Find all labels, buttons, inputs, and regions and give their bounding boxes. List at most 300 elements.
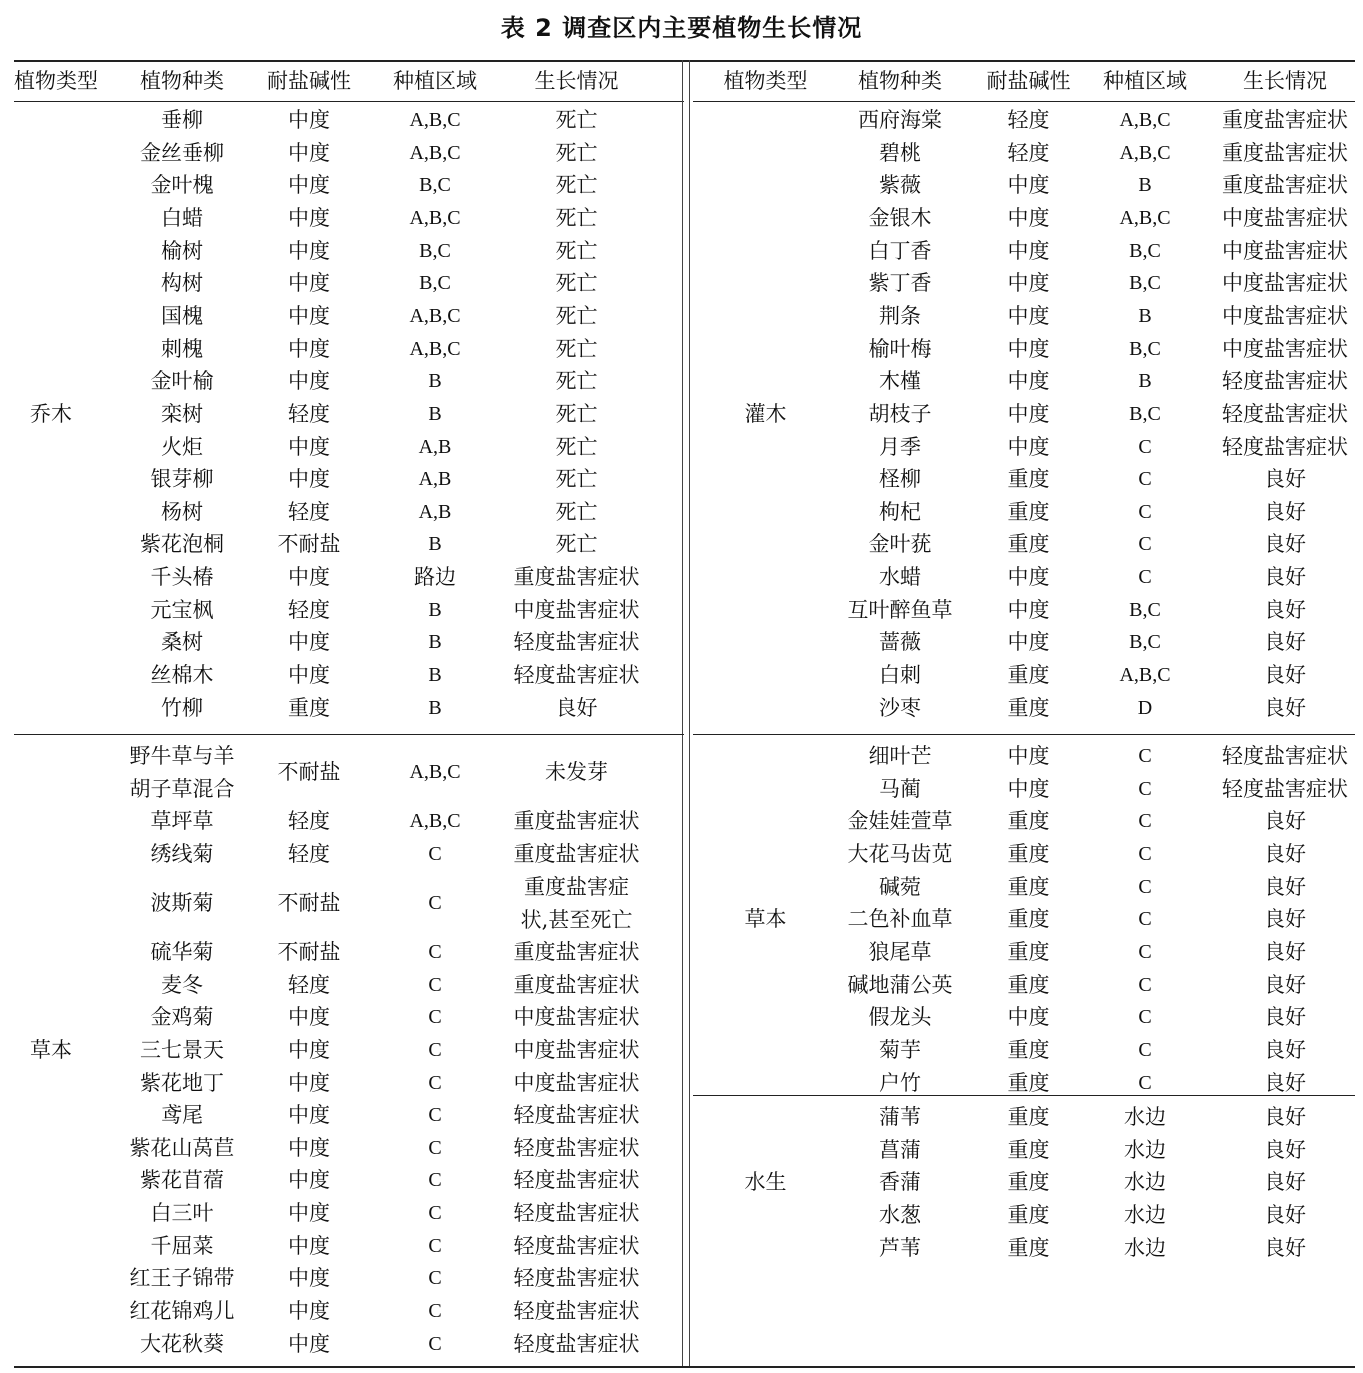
area-cell: 水边 [1124, 1137, 1166, 1162]
area-cell: C [1138, 435, 1152, 458]
growth-cell: 轻度盐害症状 [513, 630, 640, 655]
growth-cell: 轻度盐害症状 [513, 1331, 640, 1356]
plant-name-cell: 木槿 [879, 369, 921, 394]
tolerance-cell: 中度 [1007, 1005, 1050, 1030]
tolerance-cell: 轻度 [288, 809, 330, 834]
growth-cell: 轻度盐害症状 [513, 1168, 640, 1193]
area-cell: B,C [419, 239, 451, 262]
area-cell: B [428, 402, 442, 425]
tolerance-cell: 重度 [288, 695, 330, 720]
area-cell: 水边 [1124, 1202, 1166, 1227]
growth-cell: 轻度盐害症状 [513, 1103, 640, 1128]
growth-cell: 死亡 [555, 434, 598, 459]
area-cell: A,B,C [409, 206, 461, 229]
tolerance-cell: 中度 [288, 303, 330, 328]
plant-name-cell: 草坪草 [150, 809, 214, 834]
area-cell: C [428, 1300, 442, 1323]
plant-name-cell: 波斯菊 [150, 890, 214, 915]
plant-name-cell: 金叶槐 [150, 173, 214, 198]
tolerance-cell: 轻度 [288, 972, 330, 997]
header-cell: 种植区域 [1103, 69, 1187, 93]
area-cell: A,B,C [1119, 109, 1171, 131]
tolerance-cell: 中度 [288, 1201, 330, 1226]
tolerance-cell: 重度 [1007, 972, 1050, 997]
growth-cell-line: 状,甚至死亡 [520, 907, 633, 932]
growth-cell: 中度盐害症状 [513, 1005, 640, 1030]
area-cell: A,B [418, 468, 452, 491]
area-cell: B [428, 370, 442, 393]
plant-name-cell [120, 740, 244, 805]
area-cell: B [1138, 370, 1152, 393]
plant-name-cell: 沙枣 [879, 695, 921, 720]
tolerance-cell: 重度 [1007, 1235, 1050, 1260]
growth-cell: 良好 [1264, 907, 1306, 932]
plant-name-cell: 榆树 [161, 238, 203, 263]
growth-cell: 良好 [1264, 1070, 1306, 1095]
plant-name-cell: 马蔺 [879, 776, 921, 801]
tolerance-cell: 中度 [288, 336, 330, 361]
plant-name-cell: 蔷薇 [879, 630, 921, 655]
plant-name-cell: 水葱 [879, 1202, 921, 1227]
plant-name-cell: 胡枝子 [868, 401, 932, 426]
plant-name-cell: 垂柳 [161, 108, 203, 132]
area-cell: B [1138, 304, 1152, 327]
growth-cell: 轻度盐害症状 [1222, 401, 1348, 426]
tolerance-cell: 中度 [288, 565, 330, 590]
growth-cell: 轻度盐害症状 [513, 1266, 640, 1291]
tolerance-cell: 中度 [288, 1005, 330, 1030]
growth-cell: 良好 [1264, 1005, 1306, 1030]
plant-name-cell: 芦苇 [879, 1235, 921, 1260]
tolerance-cell: 中度 [288, 1266, 330, 1291]
growth-cell [505, 871, 648, 936]
plant-name-cell: 金叶莸 [868, 532, 932, 557]
growth-cell: 轻度盐害症状 [513, 1299, 640, 1324]
table-bottom-rule [14, 1366, 1355, 1368]
growth-cell: 良好 [1264, 597, 1306, 622]
growth-cell: 良好 [1264, 809, 1306, 834]
plant-name-cell: 枸杞 [879, 499, 921, 524]
area-cell: B [428, 631, 442, 654]
plant-name-cell: 硫华菊 [150, 939, 214, 964]
plant-name-cell: 菊芋 [879, 1037, 921, 1062]
growth-cell: 轻度盐害症状 [1222, 434, 1348, 459]
growth-cell: 良好 [1264, 939, 1306, 964]
area-cell: B,C [1129, 337, 1161, 360]
plant-type-cell: 草本 [744, 907, 787, 931]
plant-name-cell: 大花秋葵 [140, 1331, 224, 1356]
growth-cell: 良好 [1264, 630, 1306, 655]
growth-cell: 重度盐害症状 [1222, 173, 1348, 198]
plant-name-cell: 大花马齿苋 [847, 841, 953, 866]
center-divider-right [689, 60, 690, 1366]
plant-name-cell: 榆叶梅 [868, 336, 932, 361]
tolerance-cell: 重度 [1007, 1105, 1050, 1129]
growth-cell: 良好 [1264, 663, 1306, 688]
growth-cell: 良好 [1264, 467, 1306, 492]
plant-type-cell: 灌木 [744, 402, 787, 426]
area-cell: B,C [1129, 272, 1161, 295]
plant-name-cell: 月季 [879, 434, 921, 459]
area-cell: A,B,C [409, 337, 461, 360]
plant-name-cell: 香蒲 [879, 1170, 921, 1195]
tolerance-cell: 轻度 [288, 841, 330, 866]
tolerance-cell: 重度 [1007, 874, 1050, 899]
growth-cell: 良好 [1264, 1202, 1306, 1227]
tolerance-cell: 重度 [1007, 1170, 1050, 1195]
tolerance-cell: 中度 [288, 369, 330, 394]
growth-cell: 良好 [1264, 695, 1306, 720]
growth-cell-line: 重度盐害症 [524, 874, 629, 899]
plant-name-cell: 金丝垂柳 [140, 140, 224, 165]
tolerance-cell: 重度 [1007, 1137, 1050, 1162]
area-cell: C [1138, 777, 1152, 800]
area-cell: C [428, 1169, 442, 1192]
plant-name-cell: 桑树 [161, 630, 203, 655]
header-cell: 生长情况 [1243, 69, 1327, 93]
area-cell: B [1138, 174, 1152, 197]
tolerance-cell: 中度 [288, 1233, 330, 1258]
growth-cell: 重度盐害症状 [1222, 140, 1348, 165]
area-cell: C [428, 1038, 442, 1061]
area-cell: C [1138, 533, 1152, 556]
tolerance-cell: 重度 [1007, 532, 1050, 557]
growth-cell: 死亡 [555, 238, 598, 263]
area-cell: C [1138, 875, 1152, 898]
tolerance-cell: 中度 [288, 1070, 330, 1095]
tolerance-cell: 中度 [1007, 401, 1050, 426]
area-cell: C [1138, 810, 1152, 833]
growth-cell: 良好 [1264, 1037, 1306, 1062]
plant-name-cell: 国槐 [161, 303, 203, 328]
plant-name-cell: 麦冬 [161, 972, 203, 997]
header-bottom-rule-left [14, 101, 684, 102]
header-cell: 植物种类 [858, 69, 942, 93]
tolerance-cell: 中度 [288, 173, 330, 198]
growth-cell: 中度盐害症状 [513, 597, 640, 622]
plant-type-cell: 乔木 [30, 402, 72, 426]
area-cell: C [428, 1104, 442, 1127]
header-cell: 种植区域 [393, 69, 477, 93]
plant-name-cell: 紫花地丁 [140, 1070, 224, 1095]
plant-name-cell: 丝棉木 [150, 663, 214, 688]
plant-name-cell: 紫薇 [879, 173, 921, 198]
area-cell: C [428, 973, 442, 996]
tolerance-cell: 中度 [288, 663, 330, 688]
plant-name-cell: 银芽柳 [150, 467, 214, 492]
tolerance-cell: 中度 [288, 205, 330, 230]
plant-name-cell: 红王子锦带 [129, 1266, 235, 1291]
tolerance-cell: 重度 [1007, 809, 1050, 834]
plant-name-cell: 白刺 [879, 663, 921, 688]
area-cell: A,B,C [409, 141, 461, 164]
area-cell: B [428, 598, 442, 621]
growth-cell: 良好 [1264, 841, 1306, 866]
tolerance-cell: 中度 [288, 1299, 330, 1324]
growth-cell: 死亡 [555, 303, 598, 328]
tolerance-cell: 中度 [1007, 369, 1050, 394]
tolerance-cell: 重度 [1007, 907, 1050, 932]
tolerance-cell: 不耐盐 [277, 890, 341, 915]
growth-cell: 死亡 [555, 467, 598, 492]
area-cell: B,C [1129, 598, 1161, 621]
plant-name-cell: 假龙头 [868, 1005, 932, 1030]
growth-cell: 中度盐害症状 [1222, 303, 1348, 328]
header-cell: 耐盐碱性 [267, 69, 351, 93]
tolerance-cell: 不耐盐 [277, 939, 341, 964]
growth-cell: 良好 [555, 695, 598, 720]
growth-cell: 中度盐害症状 [1222, 205, 1348, 230]
area-cell: B [428, 533, 442, 556]
plant-name-cell: 互叶醉鱼草 [847, 597, 953, 622]
area-cell: C [428, 1071, 442, 1094]
plant-name-cell: 金鸡菊 [150, 1005, 214, 1030]
tolerance-cell: 中度 [1007, 271, 1050, 296]
growth-cell: 死亡 [555, 140, 598, 165]
plant-name-cell: 金娃娃萱草 [847, 809, 953, 834]
plant-name-cell: 红花锦鸡儿 [129, 1299, 235, 1324]
tolerance-cell: 不耐盐 [277, 760, 341, 784]
tolerance-cell: 重度 [1007, 1202, 1050, 1227]
header-cell: 植物类型 [723, 69, 808, 93]
tolerance-cell: 中度 [1007, 744, 1050, 768]
growth-cell: 死亡 [555, 108, 598, 132]
area-cell: C [1138, 973, 1152, 996]
growth-cell: 重度盐害症状 [513, 939, 640, 964]
tolerance-cell: 轻度 [1007, 140, 1050, 165]
group-separator-rule [14, 734, 684, 735]
plant-name-cell: 碧桃 [879, 140, 921, 165]
plant-name-cell: 水蜡 [879, 565, 921, 590]
area-cell: 水边 [1124, 1235, 1166, 1260]
area-cell: A,B,C [409, 810, 461, 833]
growth-cell: 良好 [1264, 1235, 1306, 1260]
tolerance-cell: 中度 [1007, 565, 1050, 590]
growth-cell: 死亡 [555, 205, 598, 230]
tolerance-cell: 中度 [1007, 303, 1050, 328]
area-cell: B,C [419, 174, 451, 197]
header-cell: 耐盐碱性 [986, 69, 1071, 93]
growth-cell: 死亡 [555, 532, 598, 557]
area-cell: B,C [1129, 631, 1161, 654]
area-cell: B,C [419, 272, 451, 295]
growth-cell: 死亡 [555, 499, 598, 524]
growth-cell: 死亡 [555, 401, 598, 426]
growth-cell: 死亡 [555, 369, 598, 394]
plant-type-cell: 草本 [30, 1038, 72, 1062]
center-divider-left [682, 60, 683, 1366]
header-cell: 植物类型 [14, 69, 98, 93]
area-cell: B [428, 696, 442, 719]
tolerance-cell: 中度 [1007, 336, 1050, 361]
area-cell: A,B,C [1119, 206, 1171, 229]
growth-cell: 死亡 [555, 336, 598, 361]
tolerance-cell: 中度 [288, 108, 330, 132]
area-cell: C [428, 1234, 442, 1257]
growth-cell: 良好 [1264, 1170, 1306, 1195]
area-cell: A,B [418, 500, 452, 523]
area-cell: A,B,C [1119, 141, 1171, 164]
area-cell: D [1137, 696, 1153, 719]
area-cell: C [428, 1136, 442, 1159]
growth-cell: 中度盐害症状 [1222, 271, 1348, 296]
header-bottom-rule-right [693, 101, 1355, 102]
area-cell: C [1138, 566, 1152, 589]
growth-cell: 轻度盐害症状 [1222, 744, 1348, 768]
plant-name-cell: 狼尾草 [868, 939, 932, 964]
growth-cell: 重度盐害症状 [513, 841, 640, 866]
growth-cell: 重度盐害症状 [1222, 108, 1348, 132]
area-cell: C [1138, 842, 1152, 865]
plant-name-cell-line: 胡子草混合 [129, 777, 235, 801]
area-cell: C [1138, 940, 1152, 963]
tolerance-cell: 中度 [288, 1103, 330, 1128]
area-cell: C [1138, 908, 1152, 931]
area-cell: C [428, 842, 442, 865]
plant-name-cell: 火炬 [161, 434, 203, 459]
growth-cell: 良好 [1264, 499, 1306, 524]
area-cell: 水边 [1124, 1170, 1166, 1195]
group-separator-rule [693, 1095, 1355, 1096]
growth-cell: 中度盐害症状 [1222, 336, 1348, 361]
plant-name-cell: 白蜡 [161, 205, 203, 230]
plant-name-cell: 碱菀 [879, 874, 921, 899]
growth-cell: 轻度盐害症状 [1222, 369, 1348, 394]
tolerance-cell: 重度 [1007, 499, 1050, 524]
area-cell: B,C [1129, 402, 1161, 425]
group-separator-rule [693, 734, 1355, 735]
tolerance-cell: 重度 [1007, 663, 1050, 688]
plant-name-cell: 细叶芒 [868, 744, 932, 768]
area-cell: C [1138, 500, 1152, 523]
growth-cell: 重度盐害症状 [513, 809, 640, 834]
plant-name-cell: 二色补血草 [847, 907, 953, 932]
plant-name-cell: 构树 [161, 271, 203, 296]
plant-name-cell: 户竹 [879, 1070, 921, 1095]
plant-name-cell-line: 野牛草与羊 [129, 744, 235, 768]
growth-cell: 良好 [1264, 1105, 1306, 1129]
plant-name-cell: 紫花山莴苣 [129, 1135, 235, 1160]
plant-name-cell: 栾树 [161, 401, 203, 426]
growth-cell: 重度盐害症状 [513, 565, 640, 590]
header-cell: 生长情况 [534, 69, 619, 93]
tolerance-cell: 轻度 [288, 401, 330, 426]
table-title: 表 2 调查区内主要植物生长情况 [500, 14, 863, 42]
plant-name-cell: 白丁香 [868, 238, 932, 263]
plant-name-cell: 紫丁香 [868, 271, 932, 296]
area-cell: A,B,C [409, 761, 461, 783]
plant-name-cell: 柽柳 [879, 467, 921, 492]
plant-name-cell: 蒲苇 [879, 1105, 921, 1129]
tolerance-cell: 中度 [1007, 173, 1050, 198]
growth-cell: 良好 [1264, 972, 1306, 997]
growth-cell: 中度盐害症状 [513, 1037, 640, 1062]
plant-name-cell: 金叶榆 [150, 369, 214, 394]
area-cell: C [428, 1267, 442, 1290]
tolerance-cell: 轻度 [1007, 108, 1050, 132]
growth-cell: 轻度盐害症状 [513, 1201, 640, 1226]
header-cell: 植物种类 [140, 69, 224, 93]
plant-name-cell: 刺槐 [161, 336, 203, 361]
growth-cell: 轻度盐害症状 [1222, 776, 1348, 801]
plant-name-cell: 紫花苜蓿 [140, 1168, 224, 1193]
tolerance-cell: 中度 [1007, 630, 1050, 655]
area-cell: C [1138, 468, 1152, 491]
plant-name-cell: 荆条 [879, 303, 921, 328]
plant-type-cell: 水生 [744, 1170, 787, 1194]
tolerance-cell: 重度 [1007, 1037, 1050, 1062]
plant-name-cell: 千头椿 [150, 565, 214, 590]
area-cell: C [1138, 1038, 1152, 1061]
growth-cell: 轻度盐害症状 [513, 1135, 640, 1160]
plant-name-cell: 鸢尾 [161, 1103, 203, 1128]
area-cell: C [1138, 1006, 1152, 1029]
tolerance-cell: 中度 [1007, 205, 1050, 230]
tolerance-cell: 中度 [288, 630, 330, 655]
plant-name-cell: 紫花泡桐 [140, 532, 224, 557]
tolerance-cell: 中度 [1007, 597, 1050, 622]
growth-cell: 轻度盐害症状 [513, 663, 640, 688]
area-cell: C [428, 940, 442, 963]
area-cell: C [428, 1332, 442, 1355]
area-cell: A,B,C [409, 109, 461, 131]
growth-cell: 未发芽 [545, 760, 608, 784]
tolerance-cell: 中度 [288, 434, 330, 459]
plant-name-cell: 菖蒲 [879, 1137, 921, 1162]
area-cell: A,B,C [1119, 664, 1171, 687]
plant-name-cell: 碱地蒲公英 [847, 972, 953, 997]
plant-name-cell: 金银木 [868, 205, 932, 230]
area-cell: A,B,C [409, 304, 461, 327]
plant-name-cell: 三七景天 [140, 1037, 224, 1062]
tolerance-cell: 中度 [288, 467, 330, 492]
tolerance-cell: 轻度 [288, 597, 330, 622]
area-cell: C [428, 891, 442, 914]
growth-cell: 良好 [1264, 1137, 1306, 1162]
tolerance-cell: 轻度 [288, 499, 330, 524]
growth-cell: 良好 [1264, 532, 1306, 557]
area-cell: 水边 [1124, 1105, 1166, 1129]
area-cell: C [428, 1006, 442, 1029]
plant-name-cell: 杨树 [161, 499, 203, 524]
growth-cell: 死亡 [555, 173, 598, 198]
tolerance-cell: 中度 [1007, 238, 1050, 263]
area-cell: C [428, 1202, 442, 1225]
plant-name-cell: 竹柳 [161, 695, 203, 720]
tolerance-cell: 中度 [288, 1135, 330, 1160]
area-cell: C [1138, 745, 1152, 767]
area-cell: B,C [1129, 239, 1161, 262]
tolerance-cell: 中度 [288, 1168, 330, 1193]
growth-cell: 死亡 [555, 271, 598, 296]
tolerance-cell: 重度 [1007, 467, 1050, 492]
plant-name-cell: 元宝枫 [150, 597, 214, 622]
area-cell: 路边 [414, 565, 456, 590]
area-cell: C [1138, 1071, 1152, 1094]
growth-cell: 良好 [1264, 874, 1306, 899]
plant-name-cell: 西府海棠 [858, 108, 942, 132]
plant-name-cell: 千屈菜 [150, 1233, 214, 1258]
tolerance-cell: 中度 [288, 1331, 330, 1356]
plant-name-cell: 白三叶 [150, 1201, 214, 1226]
growth-cell: 重度盐害症状 [513, 972, 640, 997]
tolerance-cell: 中度 [1007, 434, 1050, 459]
tolerance-cell: 中度 [1007, 776, 1050, 801]
growth-cell: 轻度盐害症状 [513, 1233, 640, 1258]
area-cell: A,B [418, 435, 452, 458]
growth-cell: 中度盐害症状 [513, 1070, 640, 1095]
growth-cell: 良好 [1264, 565, 1306, 590]
